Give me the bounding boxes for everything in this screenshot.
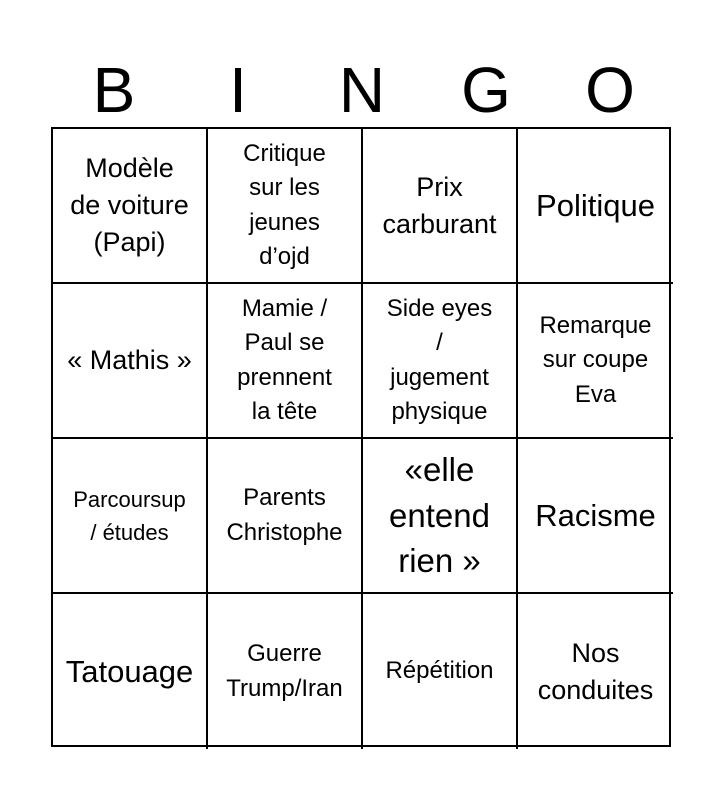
bingo-cell[interactable] [363, 439, 518, 594]
bingo-cell[interactable] [363, 594, 518, 749]
cell-label: Politique [536, 187, 655, 223]
cell-label: Guerre Trump/Iran [226, 640, 343, 702]
bingo-cell[interactable] [208, 594, 363, 749]
header-letter-i: I [229, 54, 247, 126]
bingo-cell[interactable] [53, 284, 208, 439]
cell-label: Prix carburant [382, 171, 497, 239]
header-letter-b: B [92, 54, 136, 126]
bingo-board [51, 127, 671, 747]
cell-label: Répétition [385, 657, 494, 685]
cell-label: Tatouage [65, 653, 194, 689]
cell-label: Parcoursup / études [73, 486, 186, 545]
header-letter-o: O [585, 54, 635, 126]
bingo-header [52, 55, 672, 125]
bingo-cell[interactable] [53, 129, 208, 284]
bingo-cell[interactable] [53, 594, 208, 749]
header-letter-g: G [461, 54, 511, 126]
bingo-cell[interactable] [518, 439, 673, 594]
bingo-cell[interactable] [208, 284, 363, 439]
bingo-cell[interactable] [53, 439, 208, 594]
cell-label: Racisme [535, 497, 656, 533]
cell-label: Modèle de voiture (Papi) [70, 153, 189, 257]
bingo-cell[interactable] [363, 284, 518, 439]
bingo-cell[interactable] [518, 594, 673, 749]
cell-label: Remarque sur coupe Eva [539, 312, 652, 408]
bingo-cell[interactable] [518, 284, 673, 439]
cell-label: «elle entend rien » [389, 451, 490, 580]
cell-label: Critique sur les jeunes d’ojd [243, 140, 326, 270]
header-letter-n: N [338, 54, 386, 126]
bingo-cell[interactable] [518, 129, 673, 284]
cell-label: « Mathis » [67, 345, 192, 376]
cell-label: Parents Christophe [226, 484, 343, 546]
bingo-cell[interactable] [208, 129, 363, 284]
cell-label: Side eyes / jugement physique [386, 295, 493, 425]
bingo-cell[interactable] [363, 129, 518, 284]
bingo-cell[interactable] [208, 439, 363, 594]
cell-label: Mamie / Paul se prennent la tête [237, 295, 332, 425]
cell-label: Nos conduites [537, 637, 654, 705]
